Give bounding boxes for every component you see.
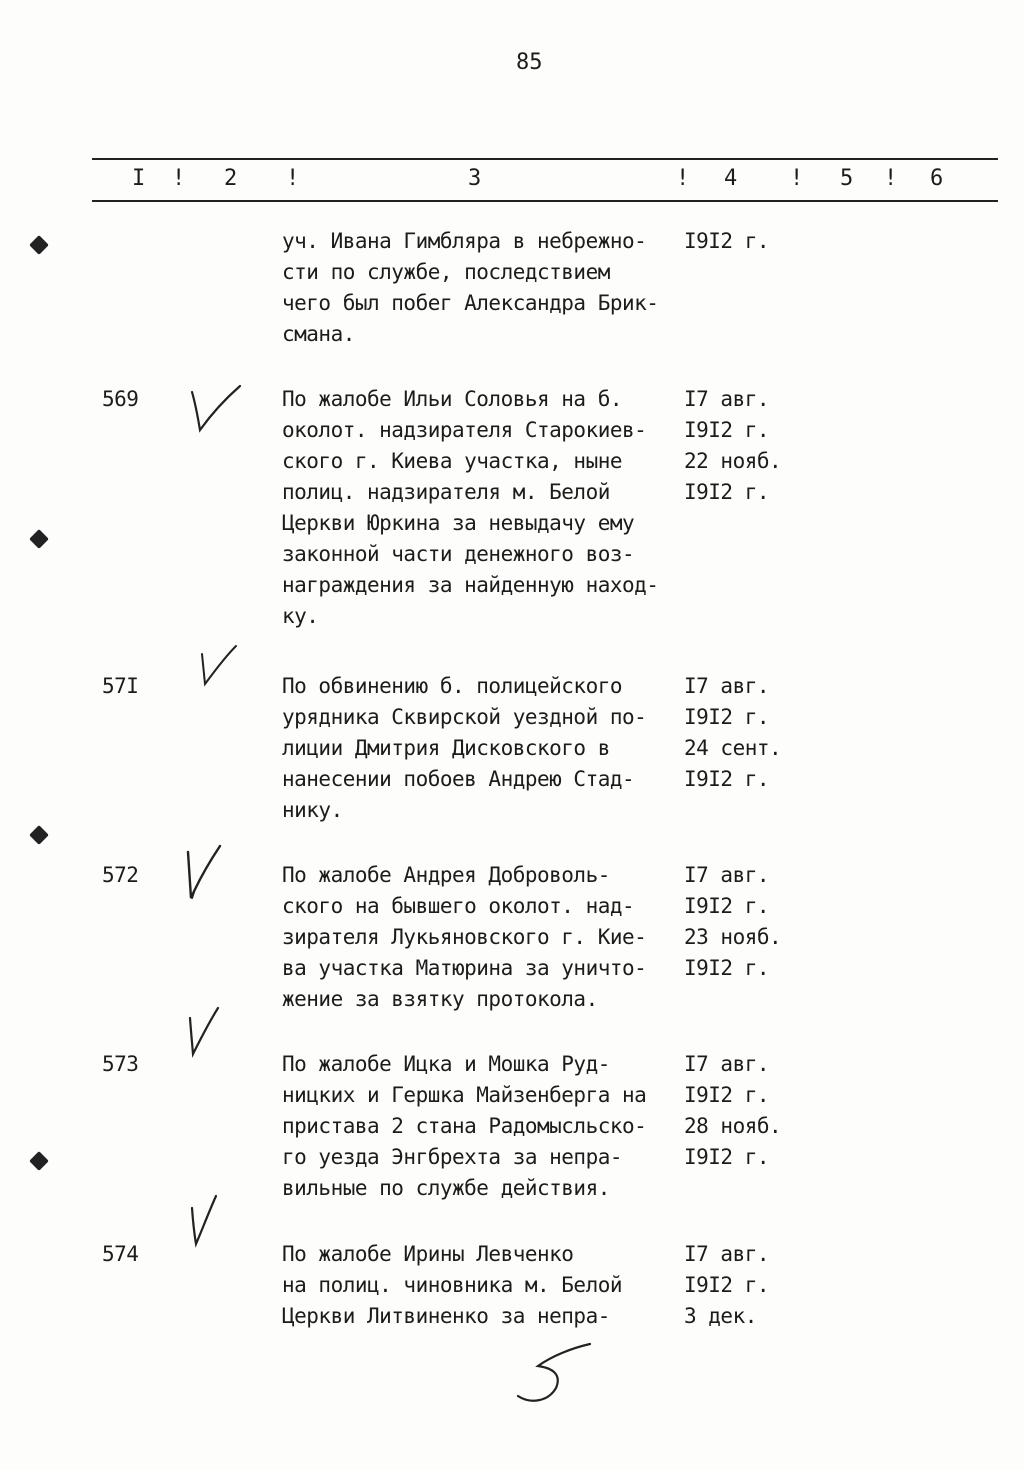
page-number: 85 (516, 50, 543, 75)
checkmark-icon (186, 382, 246, 438)
description-line: нанесении побоев Андрею Стад- (282, 767, 635, 791)
column-separator: ! (676, 166, 690, 191)
description-line: пристава 2 стана Радомысльско- (282, 1114, 647, 1138)
column-separator: ! (172, 166, 186, 191)
column-header-1: I (132, 166, 146, 191)
binding-mark (29, 1151, 49, 1171)
column-header-4: 4 (724, 166, 738, 191)
checkmark-icon (196, 642, 242, 690)
entry-dates (684, 1049, 781, 1173)
date-line: 24 сент. (684, 736, 782, 760)
description-line: По жалобе Андрея Доброволь- (282, 863, 610, 887)
description-line: жение за взятку протокола. (282, 987, 598, 1011)
table-header-rule (92, 200, 998, 202)
entry-description (282, 1239, 622, 1332)
date-line: I7 авг. (684, 1242, 770, 1266)
entry-number: 573 (102, 1052, 139, 1076)
entry-dates (684, 860, 781, 984)
date-line: I9I2 г. (684, 1145, 770, 1169)
date-line: I9I2 г. (684, 1273, 770, 1297)
date-line: I9I2 г. (684, 418, 770, 442)
description-line: го уезда Энгбрехта за непра- (282, 1145, 623, 1169)
entry-number: 574 (102, 1242, 139, 1266)
binding-mark (29, 529, 49, 549)
description-line: на полиц. чиновника м. Белой (282, 1273, 623, 1297)
column-separator: ! (286, 166, 300, 191)
binding-mark (29, 235, 49, 255)
checkmark-icon (178, 842, 226, 904)
description-line: сти по службе, последствием (282, 260, 610, 284)
entry-dates (684, 1239, 769, 1332)
date-line: I9I2 г. (684, 229, 770, 253)
description-line: По жалобе Ильи Соловья на б. (282, 387, 623, 411)
entry-dates (684, 384, 781, 508)
date-line: I9I2 г. (684, 1083, 770, 1107)
column-header-2: 2 (224, 166, 238, 191)
entry-number: 57I (102, 674, 139, 698)
handwritten-mark-icon (512, 1338, 598, 1410)
description-line: чего был побег Александра Брик- (282, 291, 659, 315)
description-line: ва участка Матюрина за уничто- (282, 956, 647, 980)
description-line: законной части денежного воз- (282, 542, 635, 566)
date-line: I7 авг. (684, 387, 770, 411)
entry-description (282, 226, 658, 350)
date-line: I9I2 г. (684, 956, 770, 980)
column-header-6: 6 (930, 166, 944, 191)
description-line: По жалобе Ицка и Мошка Руд- (282, 1052, 610, 1076)
column-header-5: 5 (840, 166, 854, 191)
description-line: уч. Ивана Гимбляра в небрежно- (282, 229, 647, 253)
entry-description (282, 1049, 646, 1204)
date-line: I7 авг. (684, 674, 770, 698)
date-line: I7 авг. (684, 1052, 770, 1076)
description-line: Церкви Юркина за невыдачу ему (282, 511, 635, 535)
description-line: По обвинению б. полицейского (282, 674, 623, 698)
date-line: I9I2 г. (684, 894, 770, 918)
checkmark-icon (184, 1192, 228, 1250)
column-header-3: 3 (468, 166, 482, 191)
description-line: нику. (282, 798, 343, 822)
description-line: ского на бывшего околот. над- (282, 894, 635, 918)
description-line: ку. (282, 604, 319, 628)
binding-mark (29, 825, 49, 845)
description-line: ницких и Гершка Майзенберга на (282, 1083, 647, 1107)
description-line: вильные по службе действия. (282, 1176, 610, 1200)
date-line: 22 нояб. (684, 449, 782, 473)
description-line: смана. (282, 322, 355, 346)
entry-description (282, 384, 658, 632)
description-line: ского г. Киева участка, ныне (282, 449, 623, 473)
date-line: I9I2 г. (684, 767, 770, 791)
date-line: I9I2 г. (684, 480, 770, 504)
entry-number: 569 (102, 387, 139, 411)
description-line: урядника Сквирской уездной по- (282, 705, 647, 729)
entry-dates (684, 671, 781, 795)
description-line: награждения за найденную наход- (282, 573, 659, 597)
date-line: 23 нояб. (684, 925, 782, 949)
description-line: зирателя Лукьяновского г. Кие- (282, 925, 647, 949)
date-line: I9I2 г. (684, 705, 770, 729)
description-line: лиции Дмитрия Дисковского в (282, 736, 610, 760)
entry-description (282, 671, 646, 826)
checkmark-icon (182, 1004, 226, 1060)
description-line: полиц. надзирателя м. Белой (282, 480, 610, 504)
entry-dates (684, 226, 769, 257)
description-line: По жалобе Ирины Левченко (282, 1242, 574, 1266)
table-top-rule (92, 158, 998, 160)
description-line: Церкви Литвиненко за непра- (282, 1304, 610, 1328)
date-line: 28 нояб. (684, 1114, 782, 1138)
entry-number: 572 (102, 863, 139, 887)
date-line: I7 авг. (684, 863, 770, 887)
entry-description (282, 860, 646, 1015)
column-separator: ! (884, 166, 898, 191)
date-line: 3 дек. (684, 1304, 757, 1328)
description-line: околот. надзирателя Старокиев- (282, 418, 647, 442)
column-separator: ! (790, 166, 804, 191)
